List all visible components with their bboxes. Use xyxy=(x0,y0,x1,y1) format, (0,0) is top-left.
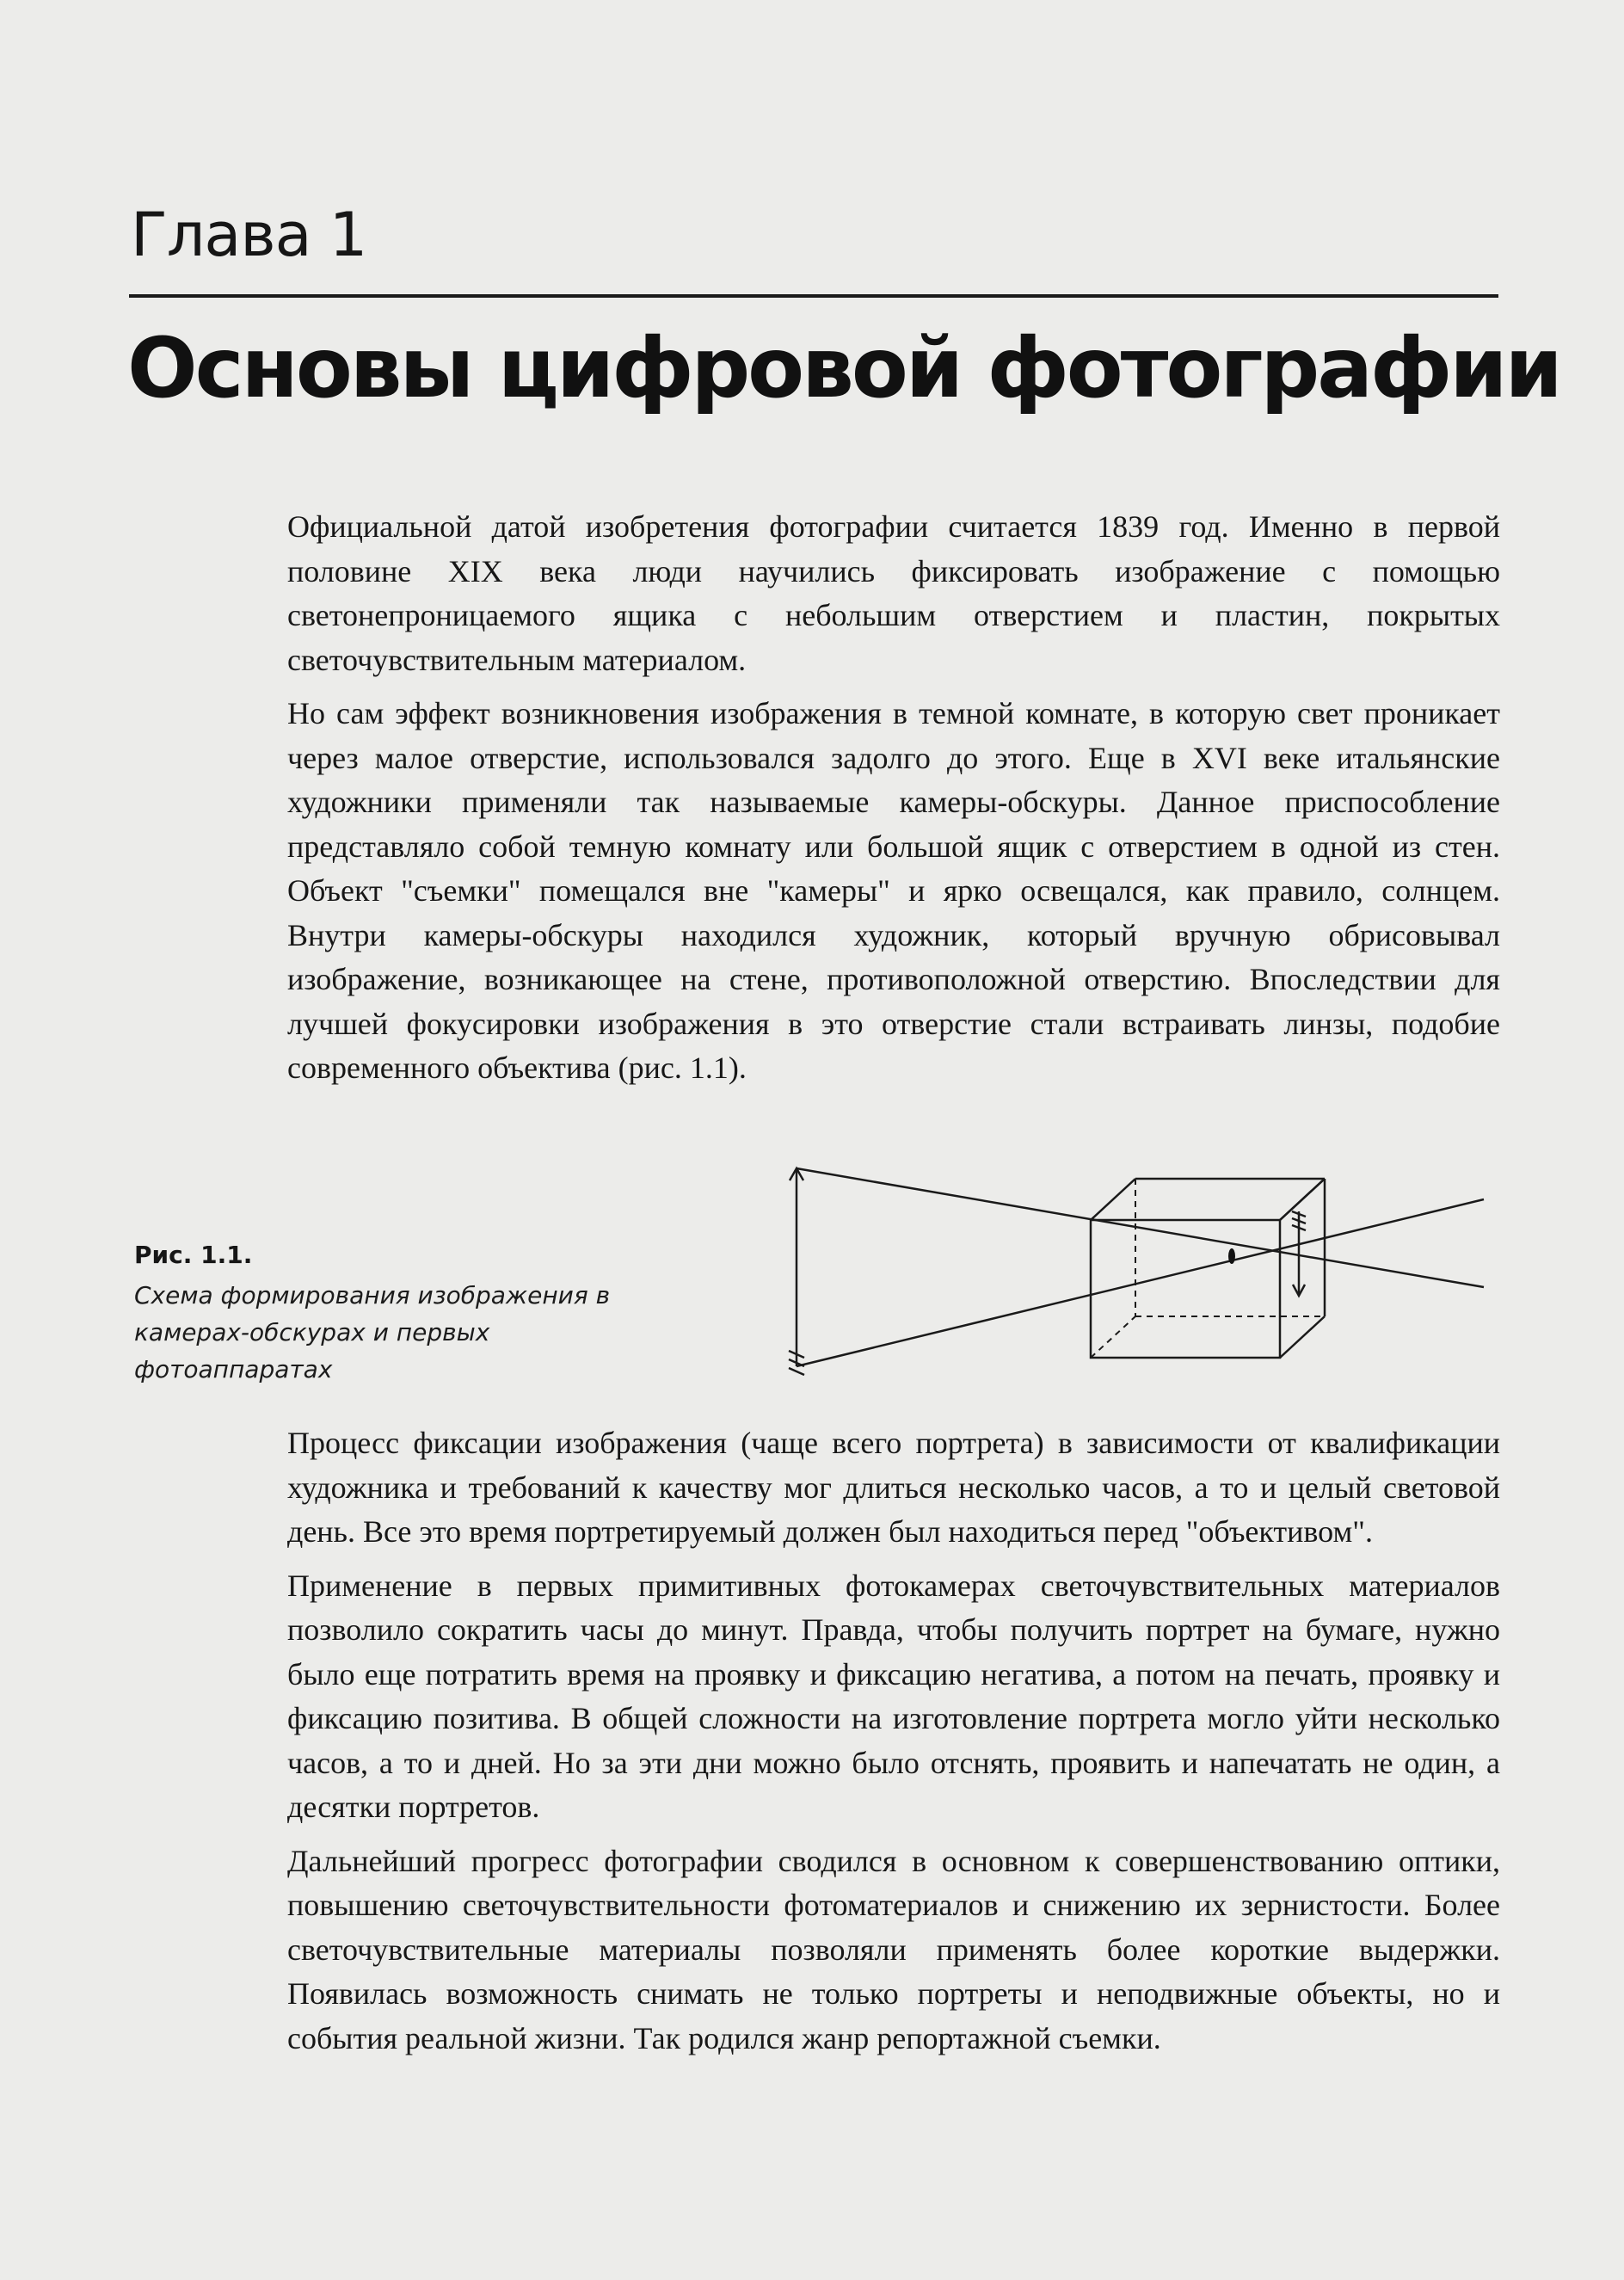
chapter-title: Основы цифровой фотографии xyxy=(127,320,1560,416)
paragraph-progress: Дальнейший прогресс фотографии сводился в основном к совершенствованию оптики, повышению светочувствительности фотоматериалов и снижению их зернистости. Более светочувствительные материалы позволяли применять более короткие выдержки. Появилась возможность снимать не только портреты и неподвижные объекты, но и события реальной жизни. Так родился жанр репортажной съемки. xyxy=(287,1843,1500,2055)
paragraph-camera-obscura: Но сам эффект возникновения изображения в темной комнате, в которую свет проникает через малое отверстие, использовался задолго до этого. Еще в XVI веке итальянские художники применяли так называемые камеры-обскуры. Данное приспособление представляло собой темную комнату или большой ящик с отверстием в одной из стен. Объект "съемки" помещался вне "камеры" и ярко освещался, как правило, солнцем. Внутри камеры-обскуры находился художник, который вручную обрисовывал изображение, возникающее на стене, противоположной отверстию. Впоследствии для лучшей фокусировки изображения в это отверстие стали встраивать линзы, подобие современного объектива (рис. 1.1). xyxy=(287,696,1500,1085)
camera-box-hidden-diagonal xyxy=(1091,1316,1135,1358)
paragraph-photomaterials: Применение в первых примитивных фотокамерах светочувствительных материалов позволило сократить часы до минут. Правда, чтобы получить портрет на бумаге, нужно было еще потратить время на проявку и фиксацию негатива, а потом на печать, проявку и фиксацию позитива. В общей сложности на изготовление портрета могло уйти несколько часов, а то и дней. Но за эти дни можно было отснять, проявить и напечатать не один, а десятки портретов. xyxy=(287,1568,1500,1824)
text-block-intro xyxy=(287,505,1500,1100)
chapter-label: Глава 1 xyxy=(131,200,367,270)
light-ray-bottom xyxy=(797,1199,1484,1366)
aperture-lens xyxy=(1228,1248,1235,1264)
camera-box-bottom-right-edge xyxy=(1280,1316,1325,1358)
camera-box-front-top-rear xyxy=(1280,1179,1325,1220)
figure-1-1 xyxy=(134,1163,1502,1396)
paragraph-portrait-process: Процесс фиксации изображения (чаще всего портрета) в зависимости от квалификации художника и требований к качеству мог длиться несколько часов, а то и целый световой день. Все это время портретируемый должен был находиться перед "объективом". xyxy=(287,1426,1500,1549)
object-arrow-feather-3 xyxy=(789,1368,804,1375)
text-block-history xyxy=(287,1421,1500,2070)
figure-label: Рис. 1.1. xyxy=(134,1241,253,1269)
chapter-rule xyxy=(129,294,1498,298)
light-ray-top xyxy=(797,1168,1484,1287)
camera-box-top-left-edge xyxy=(1091,1179,1135,1220)
paragraph-invention-date: Официальной датой изобретения фотографии считается 1839 год. Именно в первой половине XIX века люди научились фиксировать изображение с помощью светонепроницаемого ящика с небольшим отверстием и пластин, покрытых светочувствительным материалом. xyxy=(287,509,1500,677)
figure-caption: Схема формирования изображения в камерах-обскурах и первых фотоаппаратах xyxy=(134,1281,611,1383)
camera-obscura-diagram xyxy=(783,1160,1505,1383)
